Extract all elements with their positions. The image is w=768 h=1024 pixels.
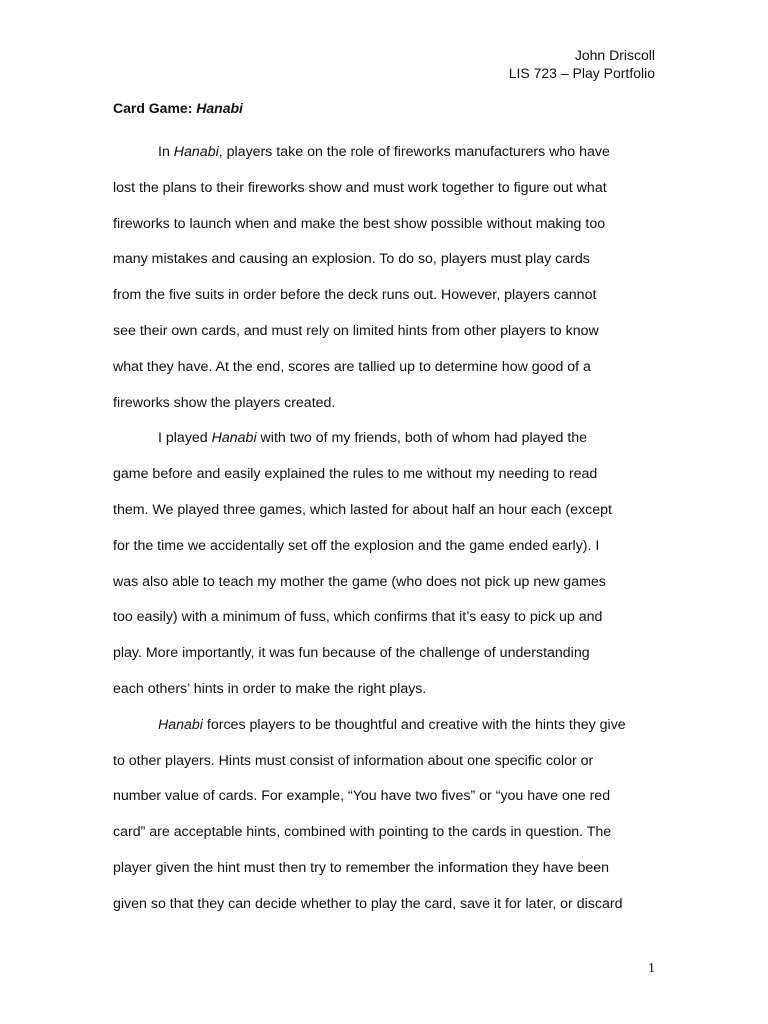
text-line: play. More importantly, it was fun because of the challenge of understanding <box>113 645 590 662</box>
text-line: too easily) with a minimum of fuss, which confirms that it’s easy to pick up and <box>113 609 603 626</box>
text-line: given so that they can decide whether to play the card, save it for later, or discard <box>113 895 623 912</box>
text-line: fireworks show the players created. <box>113 394 336 411</box>
text-line: to other players. Hints must consist of information about one specific color or <box>113 752 594 769</box>
text-line: I played Hanabi with two of my friends, both of whom had played the <box>158 430 588 447</box>
author-name: John Driscoll <box>574 47 655 63</box>
text-line: them. We played three games, which lasted for about half an hour each (except <box>113 501 612 518</box>
text-line: fireworks to launch when and make the best show possible without making too <box>113 215 606 232</box>
text-line: Hanabi forces players to be thoughtful and creative with the hints they give <box>158 716 626 733</box>
page-header <box>509 46 655 82</box>
page-number: 1 <box>648 961 655 976</box>
text-line: for the time we accidentally set off the explosion and the game ended early). I <box>113 537 600 554</box>
section-title-prefix: Card Game: <box>113 100 197 116</box>
text-line: each others’ hints in order to make the right plays. <box>113 680 427 697</box>
text-line: lost the plans to their fireworks show and must work together to figure out what <box>113 179 607 196</box>
body-text <box>113 135 658 923</box>
text-line: number value of cards. For example, “You have two fives” or “you have one red <box>113 788 611 805</box>
text-line: many mistakes and causing an explosion. To do so, players must play cards <box>113 251 590 268</box>
text-line: what they have. At the end, scores are tallied up to determine how good of a <box>113 358 591 375</box>
text-line: from the five suits in order before the deck runs out. However, players cannot <box>113 287 597 304</box>
text-line: game before and easily explained the rules to me without my needing to read <box>113 466 598 483</box>
text-line: was also able to teach my mother the game (who does not pick up new games <box>113 573 606 590</box>
text-line: see their own cards, and must rely on limited hints from other players to know <box>113 322 599 339</box>
text-line: player given the hint must then try to remember the information they have been <box>113 859 610 876</box>
text-line: In Hanabi, players take on the role of fireworks manufacturers who have <box>158 144 610 160</box>
section-title <box>113 99 243 117</box>
course-title: LIS 723 – Play Portfolio <box>508 65 655 81</box>
section-title-game: Hanabi <box>196 100 243 116</box>
text-line: card” are acceptable hints, combined with pointing to the cards in question. The <box>113 824 612 841</box>
